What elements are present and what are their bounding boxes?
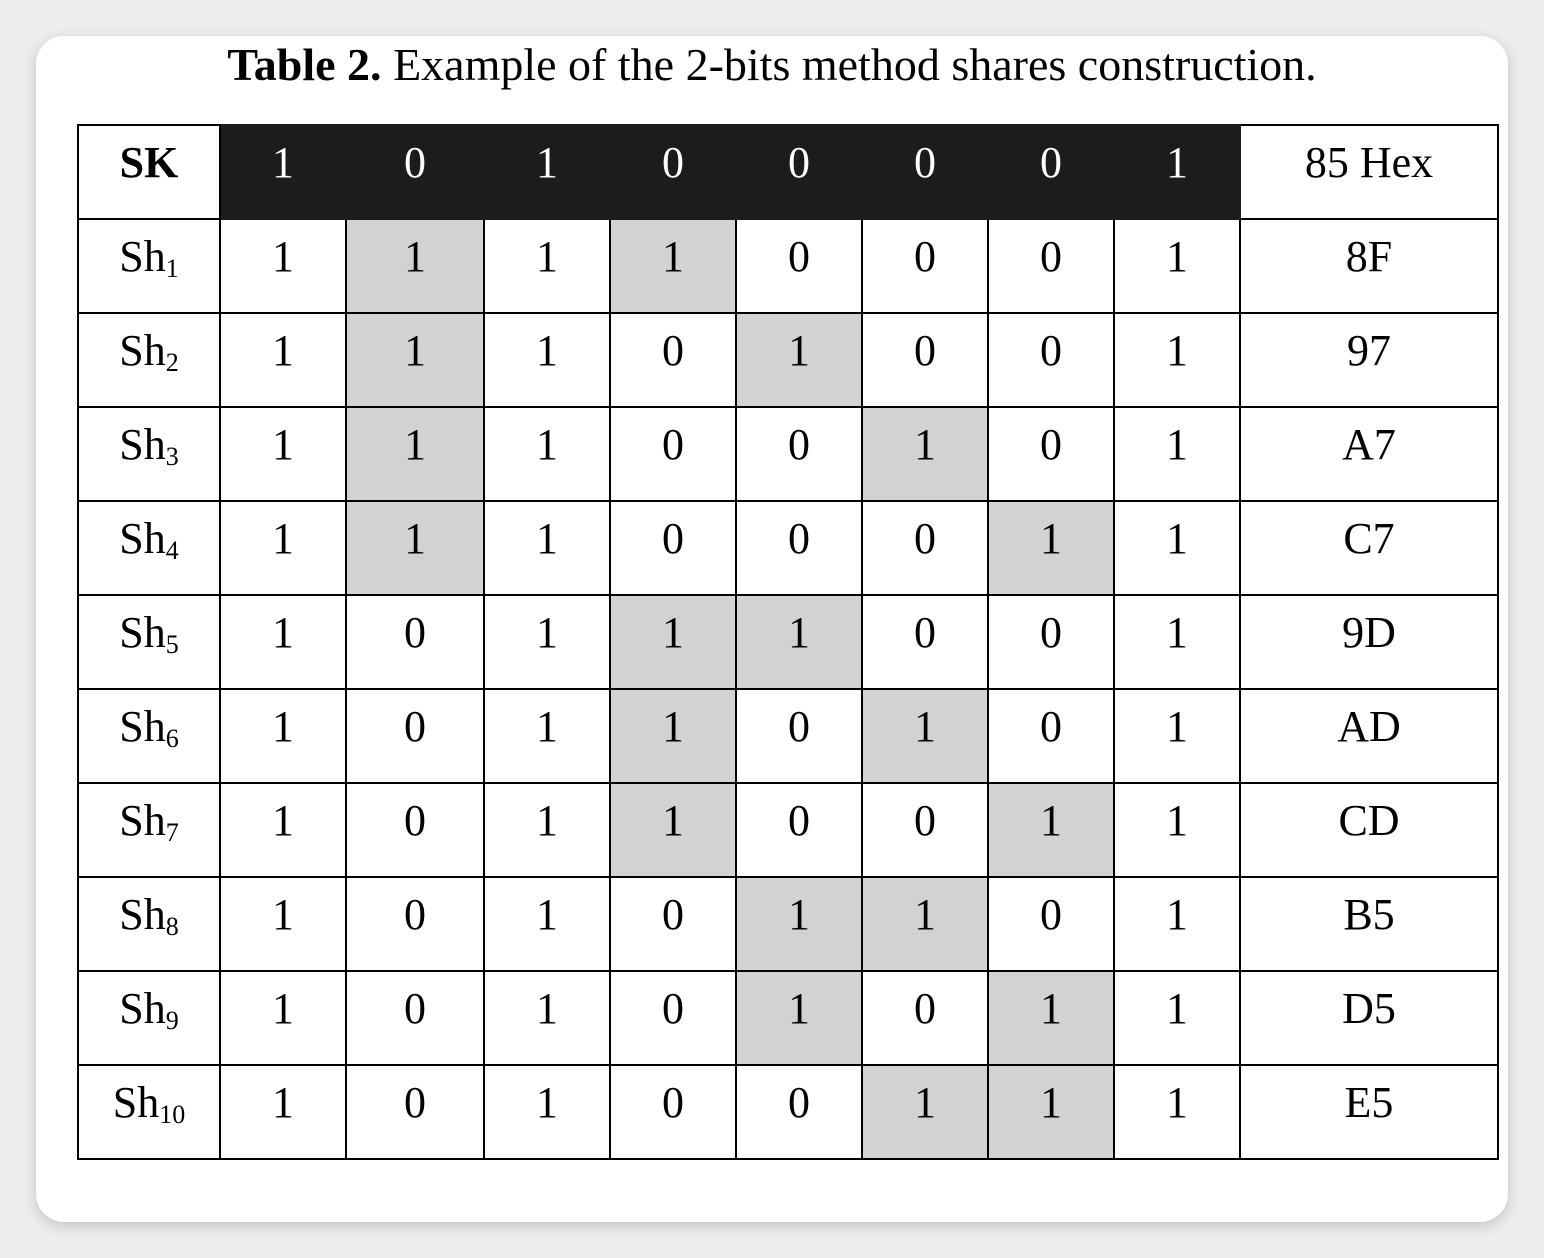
row-label <box>78 595 220 689</box>
bit-cell: 1 <box>220 501 346 595</box>
bit-cell: 1 <box>484 595 610 689</box>
hex-cell: B5 <box>1240 877 1498 971</box>
row-label-subscript: 3 <box>165 441 179 471</box>
row-label-prefix: Sh <box>112 1077 160 1127</box>
bit-cell: 1 <box>220 971 346 1065</box>
bit-cell: 1 <box>346 313 484 407</box>
share-row <box>78 783 1498 877</box>
row-label <box>78 783 220 877</box>
bit-cell: 0 <box>346 971 484 1065</box>
table-caption <box>0 38 1544 92</box>
bit-cell: 1 <box>484 877 610 971</box>
bit-cell: 1 <box>484 407 610 501</box>
bit-cell: 1 <box>484 313 610 407</box>
row-label-subscript: 4 <box>165 535 179 565</box>
bit-cell: 1 <box>1114 689 1240 783</box>
bit-cell: 0 <box>346 125 484 219</box>
bit-cell: 1 <box>736 313 862 407</box>
bit-cell: 0 <box>736 125 862 219</box>
hex-cell: D5 <box>1240 971 1498 1065</box>
bit-cell: 0 <box>862 219 988 313</box>
row-label-prefix: Sh <box>119 231 166 281</box>
share-row <box>78 407 1498 501</box>
bit-cell: 0 <box>610 1065 736 1159</box>
caption-label: Table 2. <box>227 39 382 90</box>
bit-cell: 1 <box>220 219 346 313</box>
bit-cell: 1 <box>1114 219 1240 313</box>
bit-cell: 1 <box>484 1065 610 1159</box>
row-label-prefix: Sh <box>119 419 166 469</box>
bit-cell: 1 <box>220 1065 346 1159</box>
bit-cell: 1 <box>862 407 988 501</box>
bit-cell: 0 <box>736 501 862 595</box>
bit-cell: 0 <box>988 595 1114 689</box>
row-label-subscript: 1 <box>165 253 179 283</box>
row-label-subscript: 7 <box>165 817 179 847</box>
share-row <box>78 689 1498 783</box>
bit-cell: 1 <box>1114 595 1240 689</box>
row-label <box>78 689 220 783</box>
bit-cell: 1 <box>484 783 610 877</box>
row-label-subscript: 2 <box>165 347 179 377</box>
hex-cell: C7 <box>1240 501 1498 595</box>
share-row <box>78 313 1498 407</box>
share-row <box>78 1065 1498 1159</box>
row-label-subscript: 8 <box>165 911 179 941</box>
bit-cell: 1 <box>988 971 1114 1065</box>
share-row <box>78 501 1498 595</box>
bit-cell: 1 <box>610 595 736 689</box>
bit-cell: 0 <box>346 783 484 877</box>
hex-cell: CD <box>1240 783 1498 877</box>
row-label <box>78 877 220 971</box>
hex-cell: 97 <box>1240 313 1498 407</box>
share-row <box>78 971 1498 1065</box>
hex-cell: 8F <box>1240 219 1498 313</box>
caption-text: Example of the 2-bits method shares construction. <box>381 39 1317 90</box>
hex-cell: 85 Hex <box>1240 125 1498 219</box>
bit-cell: 1 <box>1114 125 1240 219</box>
bit-cell: 0 <box>346 689 484 783</box>
bit-cell: 1 <box>1114 783 1240 877</box>
bit-cell: 1 <box>1114 971 1240 1065</box>
bit-cell: 1 <box>1114 313 1240 407</box>
bit-cell: 0 <box>862 313 988 407</box>
bit-cell: 0 <box>988 219 1114 313</box>
row-label <box>78 971 220 1065</box>
hex-cell: AD <box>1240 689 1498 783</box>
share-row <box>78 595 1498 689</box>
bit-cell: 0 <box>988 407 1114 501</box>
bit-cell: 1 <box>220 877 346 971</box>
row-label-subscript: 5 <box>165 629 179 659</box>
bit-cell: 0 <box>862 125 988 219</box>
bit-cell: 1 <box>220 407 346 501</box>
bit-cell: 1 <box>220 313 346 407</box>
bit-cell: 0 <box>346 595 484 689</box>
row-label-subscript: 6 <box>165 723 179 753</box>
row-label-prefix: Sh <box>119 325 166 375</box>
hex-cell: E5 <box>1240 1065 1498 1159</box>
hex-cell: 9D <box>1240 595 1498 689</box>
bit-cell: 0 <box>862 501 988 595</box>
bit-cell: 0 <box>736 219 862 313</box>
bit-cell: 1 <box>736 877 862 971</box>
bit-cell: 1 <box>610 783 736 877</box>
row-label-prefix: Sh <box>119 983 166 1033</box>
bit-cell: 0 <box>988 125 1114 219</box>
secret-key-row <box>78 125 1498 219</box>
bit-cell: 1 <box>988 783 1114 877</box>
bit-cell: 0 <box>736 407 862 501</box>
bit-cell: 1 <box>862 1065 988 1159</box>
bit-cell: 1 <box>736 971 862 1065</box>
row-label-prefix: Sh <box>119 607 166 657</box>
bit-cell: 0 <box>610 313 736 407</box>
row-label <box>78 219 220 313</box>
bit-cell: 1 <box>1114 877 1240 971</box>
bit-cell: 0 <box>610 407 736 501</box>
row-label-subscript: 9 <box>165 1005 179 1035</box>
bit-cell: 0 <box>988 689 1114 783</box>
bit-cell: 1 <box>988 501 1114 595</box>
bit-cell: 0 <box>862 783 988 877</box>
bit-cell: 0 <box>736 689 862 783</box>
bit-cell: 1 <box>484 125 610 219</box>
share-row <box>78 877 1498 971</box>
bit-cell: 1 <box>346 407 484 501</box>
bit-cell: 1 <box>484 501 610 595</box>
row-label <box>78 501 220 595</box>
bit-cell: 0 <box>736 1065 862 1159</box>
bit-cell: 1 <box>346 501 484 595</box>
row-label-prefix: Sh <box>119 889 166 939</box>
shares-table <box>77 124 1499 1160</box>
bit-cell: 1 <box>1114 501 1240 595</box>
bit-cell: 1 <box>484 689 610 783</box>
bit-cell: 1 <box>988 1065 1114 1159</box>
row-label <box>78 313 220 407</box>
bit-cell: 1 <box>220 595 346 689</box>
bit-cell: 1 <box>220 783 346 877</box>
bit-cell: 1 <box>1114 407 1240 501</box>
bit-cell: 1 <box>484 971 610 1065</box>
hex-cell: A7 <box>1240 407 1498 501</box>
bit-cell: 1 <box>610 689 736 783</box>
bit-cell: 0 <box>610 971 736 1065</box>
bit-cell: 0 <box>610 125 736 219</box>
bit-cell: 1 <box>346 219 484 313</box>
bit-cell: 1 <box>484 219 610 313</box>
bit-cell: 0 <box>988 877 1114 971</box>
bit-cell: 1 <box>610 219 736 313</box>
row-label: SK <box>78 125 220 219</box>
row-label <box>78 407 220 501</box>
bit-cell: 0 <box>862 595 988 689</box>
bit-cell: 0 <box>862 971 988 1065</box>
bit-cell: 1 <box>862 689 988 783</box>
bit-cell: 1 <box>220 689 346 783</box>
row-label-subscript: 10 <box>159 1099 186 1129</box>
bit-cell: 0 <box>988 313 1114 407</box>
bit-cell: 1 <box>736 595 862 689</box>
row-label-prefix: Sh <box>119 701 166 751</box>
bit-cell: 0 <box>346 1065 484 1159</box>
bit-cell: 1 <box>862 877 988 971</box>
bit-cell: 0 <box>736 783 862 877</box>
row-label <box>78 1065 220 1159</box>
bit-cell: 0 <box>610 877 736 971</box>
bit-cell: 0 <box>610 501 736 595</box>
bit-cell: 1 <box>220 125 346 219</box>
bit-cell: 0 <box>346 877 484 971</box>
row-label-prefix: Sh <box>119 513 166 563</box>
share-row <box>78 219 1498 313</box>
bit-cell: 1 <box>1114 1065 1240 1159</box>
row-label-prefix: Sh <box>119 795 166 845</box>
